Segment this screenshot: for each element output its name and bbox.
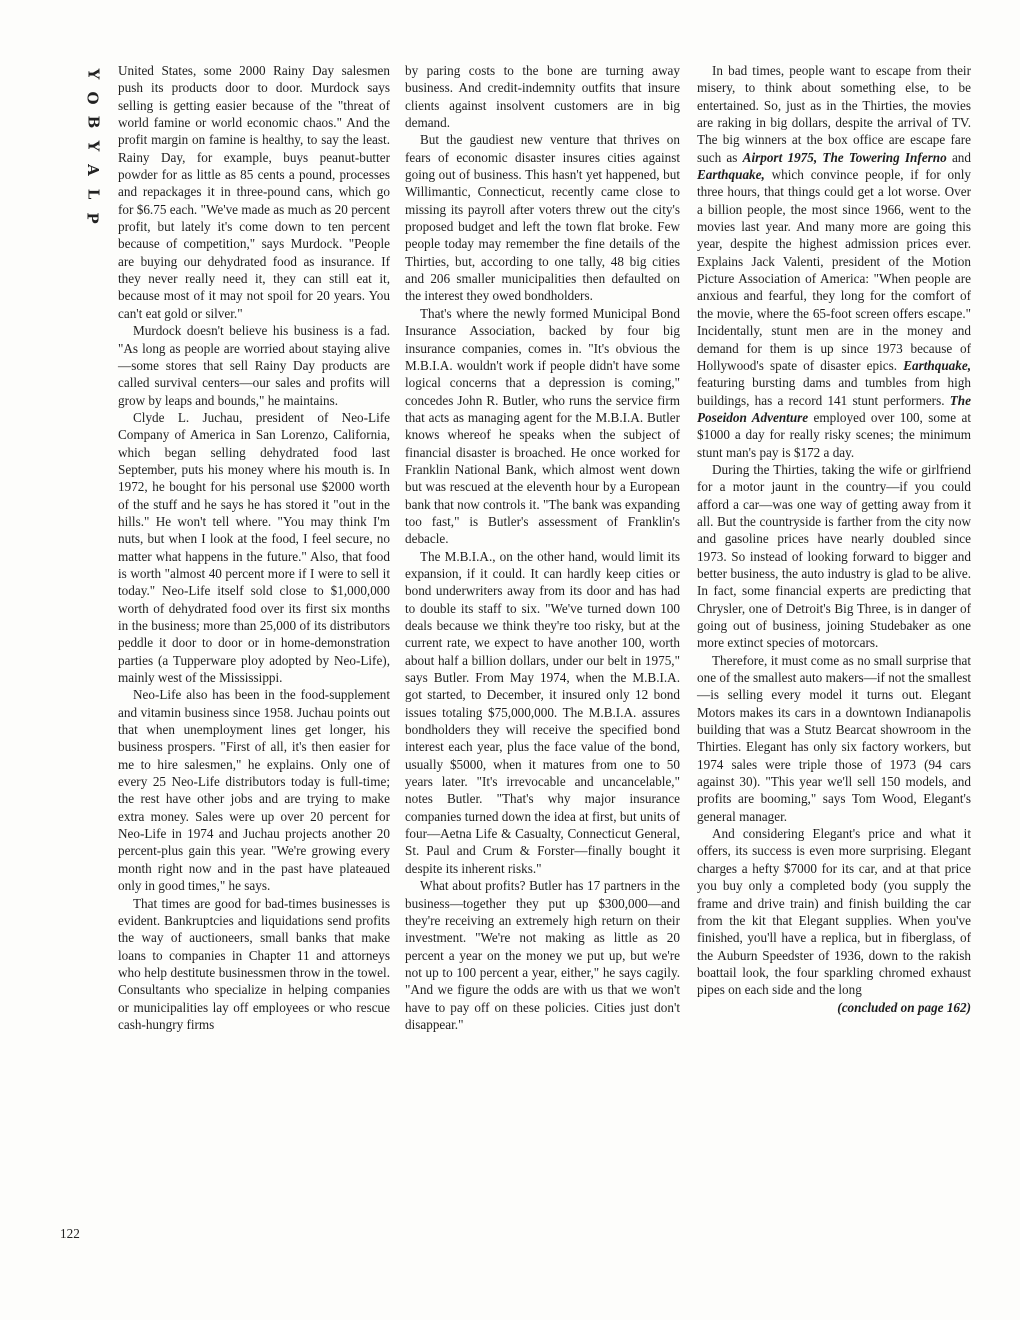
column-2 — [405, 62, 680, 1242]
masthead-letter: Y — [84, 140, 102, 152]
paragraph: What about profits? Butler has 17 partners in the business—together they put up $300,000—and they're receiving an extremely high return on their investment. "We're not making as little as 20 percent a year on the money we put up, but we're not up to 100 percent a year, either," he says cagily. "And we figure the odds are with us that we won't have to pay off on these policies. Cities just don't disappear." — [405, 878, 680, 1032]
film-title: Earthquake, — [903, 357, 971, 373]
masthead-letter: P — [84, 212, 102, 224]
paragraph: But the gaudiest new venture that thrives on fears of economic disaster insures cities against going out of business. This hasn't yet happened, but Willimantic, Connecticut, recently came close to missing its payroll after voters threw out the city's proposed budget and left the town flat broke. Few people today may remember the fine details of the Thirties, but, according to one tally, 48 big cities and 206 smaller municipalities then defaulted on the interest they owed bondholders. — [405, 132, 680, 304]
masthead-letter: A — [83, 164, 102, 176]
paragraph — [697, 62, 971, 461]
masthead-letter: L — [83, 188, 102, 200]
continuation-note: (concluded on page 162) — [837, 999, 971, 1015]
column-3 — [697, 62, 971, 1242]
text-run: employed over 100, some at $1000 a day for really risky scenes; the minimum stunt man's pay is $172 a day. — [697, 409, 971, 460]
masthead-letter: O — [83, 91, 102, 105]
paragraph: That times are good for bad-times businesses is evident. Bankruptcies and liquidations send profits the way of auctioneers, small banks that make loans to companies in Chapter 11 and attorneys who help destitute businessmen throw in the towel. Consultants who specialize in helping companies or municipalities lay off employees or who rescue cash-hungry firms — [118, 895, 390, 1032]
paragraph: During the Thirties, taking the wife or girlfriend for a motor jaunt in the country—if you could afford a car—was one way of getting away from it all. But the countryside is farther from the city now and gasoline prices have nearly doubled since 1973. So instead of looking forward to bigger and better business, the auto industry is glad to be alive. In fact, some financial experts are predicting that Chrysler, one of Detroit's Big Three, is in danger of going out of business, joining Studebaker as one more extinct species of motorcars. — [697, 461, 971, 651]
film-title: Earthquake, — [697, 167, 765, 183]
paragraph: The M.B.I.A., on the other hand, would limit its expansion, if it could. It can hardly keep cities or bond underwriters away from its door and has had to double its staff to six. "We've turned down 100 deals because we think they're too risky, but at the current rate, we expect to have another 100, worth about half a billion dollars, under our belt in 1975," says Butler. From May 1974, when the M.B.I.A. got started, to December, it insured only 12 bond issues totaling $75,000,000. The M.B.I.A. assures bondholders they will receive the specified bond interest each year, plus the face value of the bond, usually $5000, when it matures from one to 50 years later. "It's irrevocable and uncancelable," notes Butler. "That's why major insurance companies turned down the idea at first, but units of four—Aetna Life & Casualty, Connecticut General, St. Paul and Crum & Forster—finally bought it despite its inherent risks." — [405, 548, 680, 876]
paragraph: United States, some 2000 Rainy Day salesmen push its products door to door. Murdock says selling is getting easier because of the "threat of world famine or world economic chaos." And the profit margin on famine is healthy, to say the least. Rainy Day, for example, buys peanut-butter powder for as little as 85 cents a pound, processes and repackages it in three-pound cans, which go for $6.75 each. "We've made as much as 20 percent profit, but lately it's come down to ten percent because of competition," says Murdock. "People are buying our dehydrated food as insurance. If they never really need it, they can still eat it, because most of it may not spoil for 20 years. You can't eat gold or silver." — [118, 63, 390, 321]
magazine-masthead — [81, 62, 105, 230]
masthead-letter: B — [84, 115, 102, 129]
text-run: which convince people, if for only three hours, that things could get a lot worse. Over a billion people, the most since 1966, went to the movies last year. And many more are going this year, despite the highest admission prices ever. Explains Jack Valenti, president of the Motion Picture Association of America: "When people are anxious and fearful, they long for the comfort of the movie, where the 65-foot screen offers escape." Incidentally, stunt men are in the money and demand for them is up since 1973 because of Hollywood's spate of disaster epics. — [697, 167, 971, 373]
paragraph: That's where the newly formed Municipal Bond Insurance Association, backed by four big insurance companies, comes in. "It's obvious the M.B.I.A. wouldn't work if people didn't have some logical concerns that a depression is coming," concedes John R. Butler, who runs the service firm that acts as managing agent for the M.B.I.A. Butler knows whereof he speaks when the subject of financial disaster is broached. He once worked for Franklin National Bank, which almost went down but was rescued at the eleventh hour by a European bank that now controls it. "The bank was expanding too fast," is Butler's assessment of Franklin's debacle. — [405, 305, 680, 547]
column-1 — [118, 62, 390, 1242]
masthead-letter: Y — [84, 68, 102, 80]
film-title: Airport 1975, The Towering Inferno — [742, 149, 947, 165]
paragraph: Clyde L. Juchau, president of Neo-Life Company of America in San Lorenzo, California, which began selling dehydrated food last September, puts his money where his mouth is. In 1972, he bought for his personal use $2000 worth of the stuff and he says he has stored it "out in the hills." He won't tell where. "You may think I'm nuts, but when I look at the food, I feel secure, no matter what happens in the future." Also, that food is worth "almost 40 percent more if I were to sell it today." Neo-Life itself sold close to $1,000,000 worth of dehydrated food over its first six months in the business; more than 25,000 of its distributors peddle it door to door or in home-demonstration parties (a Tupperware ploy adopted by Neo-Life), mainly west of the Mississippi. — [118, 409, 390, 686]
text-run: and — [946, 149, 971, 165]
paragraph: Murdock doesn't believe his business is a fad. "As long as people are worried about staying alive—some stores that sell Rainy Day products are called survival centers—our sales and profits will grow by leaps and bounds," he maintains. — [118, 323, 390, 408]
paragraph: by paring costs to the bone are turning away business. And credit-indemnity outfits that insure clients against insolvent customers are in big demand. — [405, 63, 680, 131]
paragraph: And considering Elegant's price and what it offers, its success is even more surprising. Elegant charges a hefty $7000 for its car, and at that price you buy only a completed body (you supply the frame and drive train) and finish building the car from the kit that Elegant supplies. When you've finished, you'll have a replica, but in fiberglass, of the Auburn Speedster of 1936, down to the rakish boattail look, the four sparkling chromed exhaust pipes on each side and the long — [697, 826, 971, 998]
paragraph: Therefore, it must come as no small surprise that one of the smallest auto makers—if not the smallest—is selling every model it turns out. Elegant Motors makes its cars in a downtown Indianapolis building that was a Stutz Bearcat showroom in the Thirties. Elegant has only six factory workers, but 1974 sales were triple those of 1973 (94 cars against 30). "This year we'll sell 150 models, and profits are booming," says Tom Wood, Elegant's general manager. — [697, 652, 971, 824]
text-run: In bad times, people want to escape from their misery, to think about something else, to be entertained. So, just as in the Thirties, the movies are raking in big dollars, despite the arrival of TV. The big winners at the box office are escape fare such as — [697, 63, 971, 165]
paragraph: Neo-Life also has been in the food-supplement and vitamin business since 1958. Juchau points out that when unemployment lines get longer, his business prospers. "First of all, it's then easier for me to hire salesmen," he explains. Only one of every 25 Neo-Life distributors today is full-time; the rest have other jobs and are trying to make extra money. Sales were up over 20 percent for Neo-Life in 1974 and Juchau projects another 20 percent-plus gain this year. "We're growing every month right now and in the past have plateaued only in good times," he says. — [118, 687, 390, 894]
page-number: 122 — [60, 1226, 80, 1241]
text-run: featuring bursting dams and tumbles from high buildings, has a record 141 stunt performers. — [697, 375, 971, 408]
film-title: The Poseidon Adventure — [697, 392, 971, 425]
